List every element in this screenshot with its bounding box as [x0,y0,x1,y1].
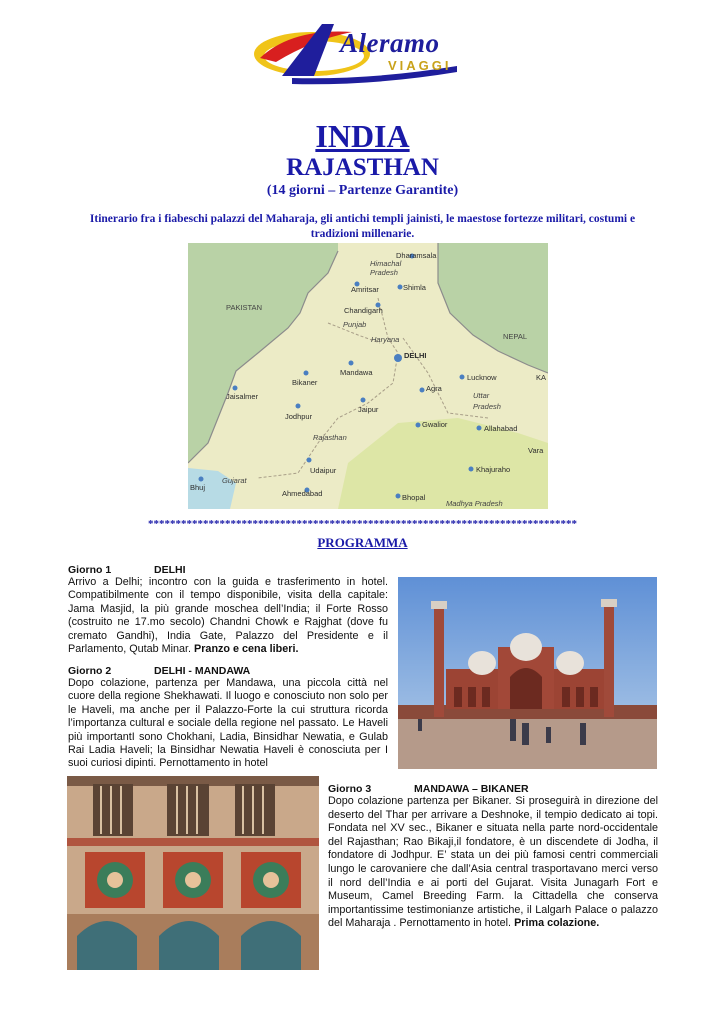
day-3-heading [328,783,658,795]
day-1-body: Arrivo a Delhi; incontro con la guida e trasferimento in hotel. Compatibilmente con il tempo disponibile, visita della capitale: Jama Masjid, la più grande moschea dell’India; il Forte Rosso (costruito ne 17.mo secolo) Chandni Chowk e Rajghat (dove fu cremato Gandhi), India Gate, Palazzo del Presidente e il Parlamento, Qutab Minar. [68,576,388,656]
day-3-place: MANDAWA – BIKANER [414,783,529,795]
map-label-agra: Agra [426,384,442,393]
day-1-section [68,564,388,656]
day-3-meals: Prima colazione. [514,917,600,930]
map-label-ahmedabad: Ahmedabad [282,489,323,498]
day-2-text: Dopo colazione, partenza per Mandawa, una piccola città nel cuore della regione Shekhawati. Il luogo e conosciuto non solo per le Haveli, ma anche per il Palazzo-Forte la cui struttura ricorda l’importanza cultural e sociale della regione nel passato. Le Haveli più importantI sono Chokhani, Ladia, Binsidhar Newatia, e Gulab Rai Ladia Haveli; la Binsidhar Newatia Haveli è conosciuta per I suoi curiosi dipinti. Pernottamento in hotel [68,677,388,770]
day-2-number: Giorno 2 [68,665,112,677]
map-label-haryana: Haryana [371,335,400,344]
map-label-amritsar: Amritsar [351,285,379,294]
map-label-pakistan: PAKISTAN [226,303,262,312]
jama-masjid-photo [398,577,657,769]
map-label-jodhpur: Jodhpur [285,412,313,421]
rajasthan-map [188,243,548,509]
map-label-himachal: Himachal [370,259,402,268]
map-label-vara: Vara [528,446,544,455]
haveli-facade-photo [67,776,319,970]
intro-paragraph: Itinerario fra i fiabeschi palazzi del Maharaja, gli antichi templi jainisti, le maestose fortezze militari, costumi e tradizioni millenarie. [89,213,636,240]
logo-sub-text: VIAGGI [388,58,452,73]
programma-heading: PROGRAMMA [317,535,408,550]
map-label-uttar-pradesh: Pradesh [473,402,501,411]
map-label-punjab: Punjab [343,320,367,329]
day-1-meals: Pranzo e cena liberi. [194,643,299,656]
day-3-text [328,795,658,931]
map-label-delhi: DELHI [404,351,427,360]
map-label-bikaner: Bikaner [292,378,318,387]
map-label-shimla: Shimla [403,283,426,292]
duration-tagline: (14 giorni – Partenze Garantite) [266,183,459,198]
map-label-mandawa: Mandawa [340,368,373,377]
map-label-jaipur: Jaipur [358,405,379,414]
day-1-heading [68,564,388,576]
day-3-section [328,783,658,931]
map-label-bhopal: Bhopal [402,493,426,502]
day-2-place: DELHI - MANDAWA [154,665,251,677]
map-label-rajasthan: Rajasthan [313,433,347,442]
day-3-number: Giorno 3 [328,783,372,795]
map-label-jaisalmer: Jaisalmer [226,392,259,401]
page-title: INDIA [315,118,410,154]
day-1-place: DELHI [154,564,186,576]
map-label-udaipur: Udaipur [310,466,337,475]
map-label-chandigarh: Chandigarh [344,306,383,315]
map-label-gwalior: Gwalior [422,420,448,429]
day-1-text [68,576,388,656]
day-2-section [68,665,388,771]
map-label-bhuj: Bhuj [190,483,206,492]
map-label-gujarat: Gujarat [222,476,247,485]
map-label-madhya: Madhya Pradesh [446,499,503,508]
map-label-pradesh: Pradesh [370,268,398,277]
map-label-nepal: NEPAL [503,332,528,341]
map-label-uttar: Uttar [473,391,490,400]
map-label-allahabad: Allahabad [484,424,518,433]
day-3-body: Dopo colazione partenza per Bikaner. Si proseguirà in direzione del deserto del Thar per arrivare a Deshnoke, il tempio dedicato ai topi. Fondata nel XV sec., Bikaner e situata nella parte nord-occidentale del Rajasthan; Rao Bikaji,il fondatore, è un discendete di Jodha, il fondatore di Jodhpur. E’ stata un dei più famosi centri commerciali lungo le carovaniere che dall’Asia central trasportavano merci verso il nord dell’India e ai porti del Gujarat. Visita Junagarh Fort e Museum, Camel Breeding Farm. la Cittadella che conserva importantissime testimonianze artistiche, il Lalgarh Palace o palazzo del Maharaja . Pernottamento in hotel. [328,795,658,930]
page-subtitle: RAJASTHAN [286,154,439,181]
star-separator: ****************************************************************************** [148,518,577,530]
map-label-ka: KA [536,373,547,382]
day-2-heading [68,665,388,677]
day-1-number: Giorno 1 [68,564,112,576]
map-label-khajuraho: Khajuraho [476,465,511,474]
map-label-dharamsala: Dharamsala [396,251,437,260]
logo-brand-text: Aleramo [340,28,440,58]
map-label-lucknow: Lucknow [467,373,497,382]
